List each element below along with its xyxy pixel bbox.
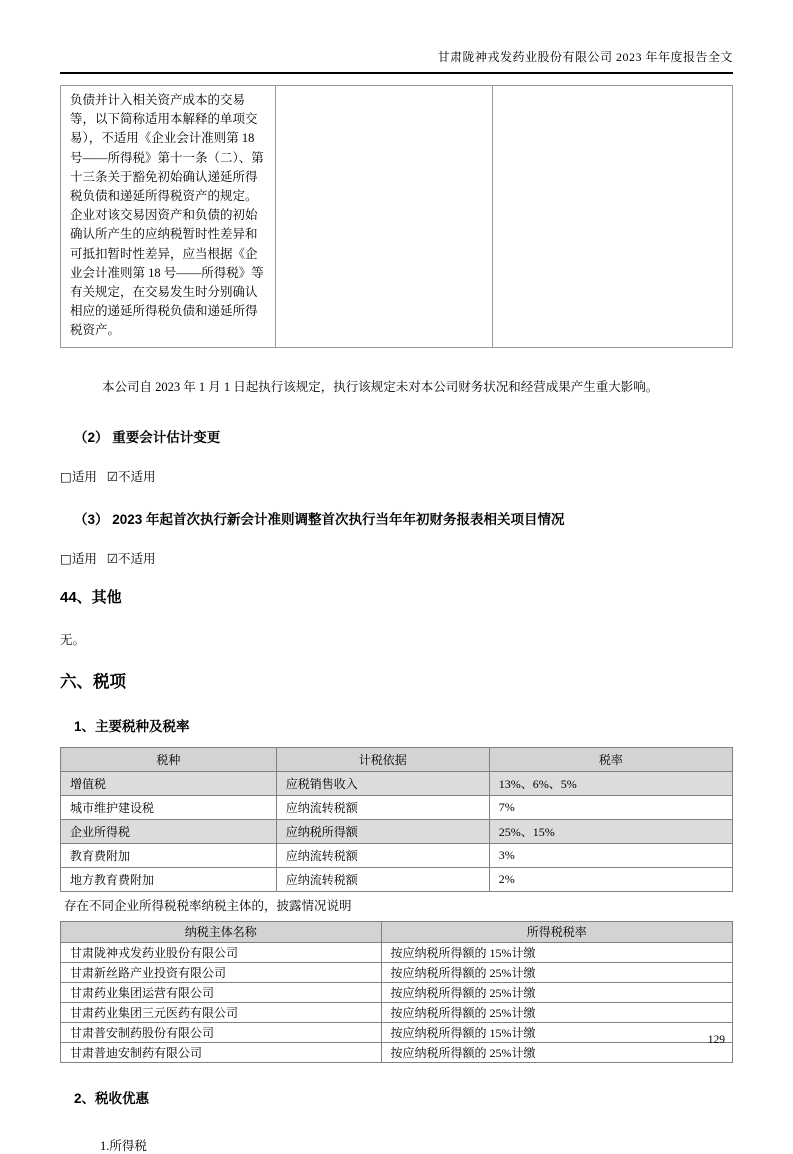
table-row (61, 1022, 733, 1042)
cell-tax-basis: 应税销售收入 (276, 771, 489, 795)
cell-income-tax-rate: 按应纳税所得额的 15%计缴 (381, 942, 732, 962)
table-row (61, 942, 733, 962)
cell-taxpayer-name: 甘肃陇神戎发药业股份有限公司 (61, 942, 382, 962)
checkbox-checked-icon: ☑ (106, 550, 119, 566)
table-row (61, 867, 733, 891)
not-applicable-label: 不适用 (118, 469, 156, 484)
not-applicable-label: 不适用 (118, 551, 156, 566)
heading-tax-incentives: 2、税收优惠 (74, 1090, 150, 1106)
different-rate-note: 存在不同企业所得税税率纳税主体的，披露情况说明 (64, 898, 352, 913)
cell-tax-basis: 应纳流转税额 (276, 843, 489, 867)
report-header-title: 甘肃陇神戎发药业股份有限公司 2023 年年度报告全文 (437, 50, 733, 64)
not-applicable-option (107, 470, 156, 484)
table-row (61, 86, 733, 348)
checkbox-unchecked-icon: □ (60, 468, 72, 484)
cell-income-tax-rate: 按应纳税所得额的 25%计缴 (381, 982, 732, 1002)
cell-tax-basis: 应纳税所得额 (276, 819, 489, 843)
policy-text-cell: 负债并计入相关资产成本的交易等，以下简称适用本解释的单项交易），不适用《企业会计准则第 18 号——所得税》第十一条（二）、第十三条关于豁免初始确认递延所得税负债和递延所得税资产的规定。企业对该交易因资产和负债的初始确认所产生的应纳税暂时性差异和可抵扣暂时性差异，应当根据《企业会计准则第 18 号——所得税》等有关规定，在交易发生时分别确认相应的递延所得税负债和递延所得税资产。 (61, 86, 276, 348)
table-row (61, 795, 733, 819)
cell-taxpayer-name: 甘肃药业集团运营有限公司 (61, 982, 382, 1002)
heading-accounting-estimate-change: （2） 重要会计估计变更 (74, 429, 221, 445)
cell-income-tax-rate: 按应纳税所得额的 25%计缴 (381, 1002, 732, 1022)
tax-rate-table (60, 747, 733, 892)
execution-note-paragraph: 本公司自 2023 年 1 月 1 日起执行该规定，执行该规定未对本公司财务状况和经营成果产生重大影响。 (102, 379, 659, 394)
cell-tax-rate: 13%、6%、5% (489, 771, 732, 795)
cell-tax-rate: 7% (489, 795, 732, 819)
page-number: 129 (707, 1034, 725, 1046)
table-row (61, 843, 733, 867)
heading-44-other: 44、其他 (60, 588, 122, 606)
cell-tax-basis: 应纳流转税额 (276, 867, 489, 891)
applicable-label: 适用 (71, 551, 97, 566)
table-row (61, 1042, 733, 1062)
heading-section-6-tax: 六、税项 (60, 672, 126, 691)
cell-tax-type: 城市维护建设税 (61, 795, 277, 819)
applicable-label: 适用 (71, 469, 97, 484)
applicable-option (60, 552, 97, 566)
cell-taxpayer-name: 甘肃普迪安制药有限公司 (61, 1042, 382, 1062)
column-header-taxpayer-name: 纳税主体名称 (61, 921, 382, 942)
cell-income-tax-rate: 按应纳税所得额的 25%计缴 (381, 962, 732, 982)
applicability-line-estimate-change (60, 467, 733, 485)
policy-continuation-table (60, 85, 733, 348)
cell-tax-rate: 2% (489, 867, 732, 891)
cell-taxpayer-name: 甘肃普安制药股份有限公司 (61, 1022, 382, 1042)
applicability-line-new-standards (60, 549, 733, 567)
column-header-tax-basis: 计税依据 (276, 747, 489, 771)
heading-main-taxes-and-rates: 1、主要税种及税率 (74, 718, 190, 734)
not-applicable-option (107, 552, 156, 566)
cell-tax-type: 企业所得税 (61, 819, 277, 843)
cell-tax-type: 增值税 (61, 771, 277, 795)
column-header-tax-type: 税种 (61, 747, 277, 771)
cell-tax-type: 教育费附加 (61, 843, 277, 867)
applicable-option (60, 470, 97, 484)
cell-income-tax-rate: 按应纳税所得额的 25%计缴 (381, 1042, 732, 1062)
header-rule (60, 72, 733, 74)
cell-tax-basis: 应纳流转税额 (276, 795, 489, 819)
table-header-row (61, 747, 733, 771)
table-row (61, 819, 733, 843)
column-header-income-tax-rate: 所得税税率 (381, 921, 732, 942)
policy-empty-cell-3 (493, 86, 733, 348)
table-header-row (61, 921, 733, 942)
cell-tax-rate: 3% (489, 843, 732, 867)
table-row (61, 962, 733, 982)
table-row (61, 982, 733, 1002)
income-tax-subitem: 1.所得税 (100, 1138, 147, 1153)
taxpayer-rate-table (60, 921, 733, 1063)
cell-tax-rate: 25%、15% (489, 819, 732, 843)
checkbox-unchecked-icon: □ (60, 550, 72, 566)
cell-income-tax-rate: 按应纳税所得额的 15%计缴 (381, 1022, 732, 1042)
table-row (61, 1002, 733, 1022)
cell-taxpayer-name: 甘肃药业集团三元医药有限公司 (61, 1002, 382, 1022)
none-text: 无。 (60, 632, 86, 647)
cell-tax-type: 地方教育费附加 (61, 867, 277, 891)
cell-taxpayer-name: 甘肃新丝路产业投资有限公司 (61, 962, 382, 982)
column-header-tax-rate: 税率 (489, 747, 732, 771)
heading-new-standards-adjustment: （3） 2023 年起首次执行新会计准则调整首次执行当年年初财务报表相关项目情况 (74, 511, 565, 527)
table-row (61, 771, 733, 795)
checkbox-checked-icon: ☑ (106, 468, 119, 484)
policy-empty-cell-2 (276, 86, 493, 348)
